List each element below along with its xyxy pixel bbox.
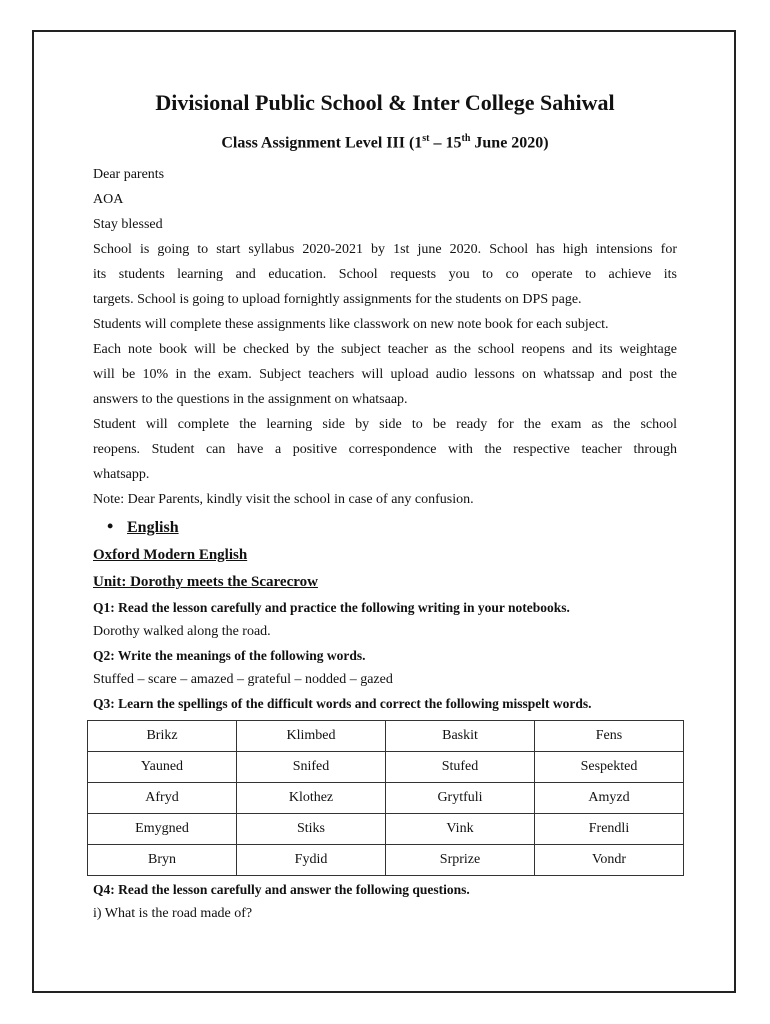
table-cell: Klothez [237, 783, 386, 814]
table-cell: Afryd [88, 783, 237, 814]
table-cell: Stufed [386, 752, 535, 783]
table-cell: Frendli [535, 814, 684, 845]
answer-1: Dorothy walked along the road. [93, 624, 271, 640]
table-cell: Vink [386, 814, 535, 845]
table-row [88, 752, 684, 783]
assignment-title: Class Assignment Level III (1st – 15th June 2020) [221, 133, 549, 152]
paragraph-line: Students will complete these assignments like classwork on new note book for each subject. [93, 317, 609, 333]
paragraph-line: Student will complete the learning side by side to be ready for the exam as the school [93, 417, 677, 433]
paragraph-line: Each note book will be checked by the subject teacher as the school reopens and its weightage [93, 342, 677, 358]
table-cell: Emygned [88, 814, 237, 845]
table-cell: Fydid [237, 845, 386, 876]
paragraph-line: whatsapp. [93, 467, 150, 483]
table-cell: Grytfuli [386, 783, 535, 814]
blessing: Stay blessed [93, 217, 163, 233]
paragraph-line: targets. School is going to upload fornightly assignments for the students on DPS page. [93, 292, 582, 308]
question-4-part-i: i) What is the road made of? [93, 906, 253, 922]
table-row [88, 783, 684, 814]
paragraph-line: School is going to start syllabus 2020-2021 by 1st june 2020. School has high intensions for [93, 242, 677, 258]
greeting: Dear parents [93, 167, 165, 183]
table-cell: Brikz [88, 721, 237, 752]
question-1: Q1: Read the lesson carefully and practice the following writing in your notebooks. [93, 600, 570, 616]
misspelt-words-table [87, 720, 684, 876]
paragraph-line: will be 10% in the exam. Subject teachers will upload audio lessons on whatssap and post the [93, 367, 677, 383]
note: Note: Dear Parents, kindly visit the school in case of any confusion. [93, 492, 474, 508]
subject-heading: • English [93, 512, 677, 542]
table-cell: Srprize [386, 845, 535, 876]
table-cell: Klimbed [237, 721, 386, 752]
table-cell: Yauned [88, 752, 237, 783]
paragraph-line: reopens. Student can have a positive correspondence with the respective teacher through [93, 442, 677, 458]
unit-title: Unit: Dorothy meets the Scarecrow [93, 574, 318, 591]
question-4: Q4: Read the lesson carefully and answer the following questions. [93, 882, 470, 898]
table-cell: Fens [535, 721, 684, 752]
question-3: Q3: Learn the spellings of the difficult words and correct the following misspelt words. [93, 696, 592, 712]
document-body [93, 88, 677, 926]
table-cell: Stiks [237, 814, 386, 845]
bullet-icon: • [107, 516, 114, 537]
question-2: Q2: Write the meanings of the following words. [93, 648, 366, 664]
table-cell: Snifed [237, 752, 386, 783]
table-cell: Amyzd [535, 783, 684, 814]
paragraph-line: its students learning and education. School requests you to co operate to achieve its [93, 267, 677, 283]
school-name: Divisional Public School & Inter College Sahiwal [155, 90, 615, 115]
table-cell: Bryn [88, 845, 237, 876]
table-cell: Sespekted [535, 752, 684, 783]
table-row [88, 845, 684, 876]
book-title: Oxford Modern English [93, 547, 248, 564]
table-cell: Vondr [535, 845, 684, 876]
table-row [88, 814, 684, 845]
table-row [88, 721, 684, 752]
table-cell: Baskit [386, 721, 535, 752]
answer-2: Stuffed – scare – amazed – grateful – nodded – gazed [93, 672, 393, 688]
aoa: AOA [93, 192, 124, 208]
paragraph-line: answers to the questions in the assignment on whatsaap. [93, 392, 408, 408]
